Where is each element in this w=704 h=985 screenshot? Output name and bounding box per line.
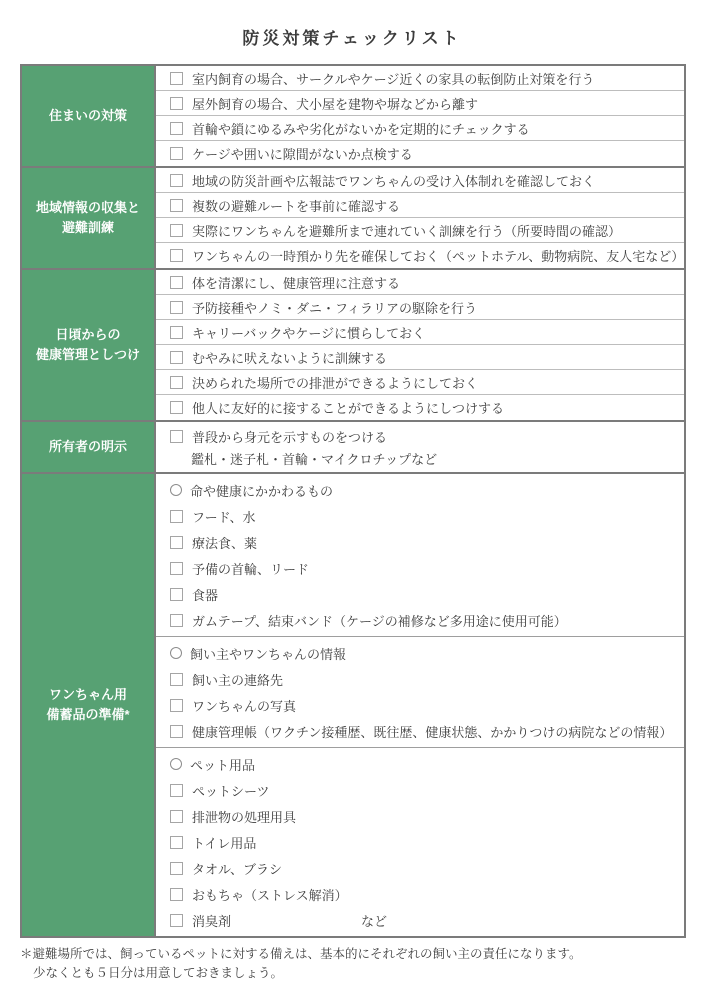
checklist-item-label: 消臭剤: [192, 913, 232, 929]
empty-checkbox-icon[interactable]: [170, 588, 183, 601]
checklist-item-row: [156, 422, 684, 472]
footnote-line-2: 少なくとも５日分は用意しておきましょう。: [33, 965, 284, 980]
checklist-item-label: 予防接種やノミ・ダニ・フィラリアの駆除を行う: [192, 300, 477, 316]
category-label: 所有者の明示: [48, 438, 127, 454]
checklist-item-row: [156, 829, 684, 855]
empty-checkbox-icon[interactable]: [170, 401, 183, 414]
empty-checkbox-icon[interactable]: [170, 862, 183, 875]
group-heading-row: [156, 640, 684, 666]
checklist-item-row: [156, 718, 684, 744]
checklist-item-row: [156, 295, 684, 320]
checklist-item-label: 地域の防災計画や広報誌でワンちゃんの受け入体制れを確認しておく: [192, 173, 596, 189]
empty-checkbox-icon[interactable]: [170, 562, 183, 575]
etc-label: など: [361, 913, 388, 929]
group-heading-label: ペット用品: [190, 757, 256, 773]
checklist-item-row: [156, 503, 684, 529]
empty-checkbox-icon[interactable]: [170, 836, 183, 849]
empty-checkbox-icon[interactable]: [170, 276, 183, 289]
empty-checkbox-icon[interactable]: [170, 351, 183, 364]
checklist-item-row: [156, 66, 684, 91]
checklist-item-row: [156, 320, 684, 345]
empty-checkbox-icon[interactable]: [170, 614, 183, 627]
empty-checkbox-icon[interactable]: [170, 301, 183, 314]
checklist-item-row: [156, 803, 684, 829]
checklist-item-row: [156, 218, 684, 243]
checklist-item-label: ペットシーツ: [192, 783, 270, 799]
checklist-item-label: 飼い主の連絡先: [192, 672, 284, 688]
footnote-line-1: ＊避難場所では、飼っているペットに対する備えは、基本的にそれぞれの飼い主の責任になります。: [20, 947, 582, 961]
checklist-item-label: ガムテープ、結束バンド（ケージの補修など多用途に使用可能）: [192, 613, 567, 629]
checklist-item-label: フード、水: [192, 509, 256, 525]
group-heading-row: [156, 751, 684, 777]
empty-checkbox-icon[interactable]: [170, 510, 183, 523]
checklist-item-row: [156, 395, 684, 420]
empty-checkbox-icon[interactable]: [170, 536, 183, 549]
checklist-item-row: [156, 666, 684, 692]
empty-checkbox-icon[interactable]: [170, 174, 183, 187]
checklist-item-row: [156, 116, 684, 141]
checklist-item-label: おもちゃ（ストレス解消）: [192, 887, 348, 903]
item-group: [156, 637, 684, 748]
checklist-item-row: [156, 193, 684, 218]
category-label: 日頃からの: [55, 326, 121, 342]
items-column: [156, 474, 684, 936]
group-heading-label: 命や健康にかかわるもの: [190, 483, 334, 499]
checklist-item-label: トイレ用品: [192, 835, 257, 851]
empty-checkbox-icon[interactable]: [170, 376, 183, 389]
checklist-item-line: [170, 427, 387, 446]
checklist-item-row: [156, 607, 684, 633]
checklist-item-label: ワンちゃんの一時預かり先を確保しておく（ペットホテル、動物病院、友人宅など）: [192, 249, 685, 264]
empty-checkbox-icon[interactable]: [170, 224, 183, 237]
empty-checkbox-icon[interactable]: [170, 914, 183, 927]
empty-checkbox-icon[interactable]: [170, 72, 183, 85]
checklist-item-row: [156, 91, 684, 116]
checklist-section: [22, 420, 684, 472]
group-heading-label: 飼い主やワンちゃんの情報: [190, 646, 347, 662]
checklist-item-row: [156, 907, 684, 933]
checklist-table: [20, 64, 686, 938]
checklist-item-label: 実際にワンちゃんを避難所まで連れていく訓練を行う（所要時間の確認）: [192, 223, 622, 239]
checklist-item-label: ワンちゃんの写真: [192, 698, 297, 714]
checklist-item-row: [156, 692, 684, 718]
checklist-item-row: [156, 581, 684, 607]
circle-marker-icon: [170, 484, 182, 496]
checklist-item-row: [156, 777, 684, 803]
checklist-item-row: [156, 345, 684, 370]
checklist-item-label: 予備の首輪、リード: [192, 561, 310, 577]
empty-checkbox-icon[interactable]: [170, 122, 183, 135]
checklist-section: [22, 166, 684, 268]
circle-marker-icon: [170, 647, 182, 659]
checklist-section: [22, 268, 684, 420]
items-column: [156, 270, 684, 420]
empty-checkbox-icon[interactable]: [170, 673, 183, 686]
checklist-item-label: タオル、ブラシ: [192, 861, 282, 877]
checklist-item-row: [156, 370, 684, 395]
items-column: [156, 66, 684, 166]
category-cell: [22, 422, 156, 472]
empty-checkbox-icon[interactable]: [170, 430, 183, 443]
checklist-item-label: ケージや囲いに隙間がないか点検する: [192, 147, 413, 162]
checklist-item-label: 他人に友好的に接することができるようにしつけする: [192, 401, 505, 416]
items-column: [156, 422, 684, 472]
category-cell: [22, 474, 156, 936]
checklist-item-label: 首輪や鎖にゆるみや劣化がないかを定期的にチェックする: [192, 121, 530, 137]
checklist-item-row: [156, 881, 684, 907]
circle-marker-icon: [170, 758, 182, 770]
checklist-item-row: [156, 243, 684, 268]
item-group: [156, 474, 684, 637]
checklist-section: [22, 66, 684, 166]
empty-checkbox-icon[interactable]: [170, 97, 183, 110]
checklist-item-label: 屋外飼育の場合、犬小屋を建物や塀などから離す: [192, 96, 479, 112]
checklist-item-row: [156, 555, 684, 581]
checklist-item-label: 普段から身元を示すものをつける: [192, 429, 388, 445]
empty-checkbox-icon[interactable]: [170, 784, 183, 797]
item-group: [156, 748, 684, 936]
checklist-section: [22, 472, 684, 936]
checklist-item-label: むやみに吠えないように訓練する: [192, 350, 388, 366]
empty-checkbox-icon[interactable]: [170, 699, 183, 712]
category-label: ワンちゃん用: [48, 686, 127, 702]
checklist-item-label: キャリーバックやケージに慣らしておく: [192, 325, 426, 341]
checklist-item-row: [156, 855, 684, 881]
category-cell: [22, 168, 156, 268]
empty-checkbox-icon[interactable]: [170, 810, 183, 823]
checklist-item-label: 体を清潔にし、健康管理に注意する: [192, 275, 401, 291]
checklist-item-label: 療法食、薬: [192, 535, 258, 551]
checklist-item-label: 排泄物の処理用具: [192, 809, 297, 825]
checklist-item-subline: 鑑札・迷子札・首輪・マイクロチップなど: [191, 451, 438, 467]
checklist-item-label: 室内飼育の場合、サークルやケージ近くの家具の転倒防止対策を行う: [192, 71, 595, 87]
checklist-item-row: [156, 270, 684, 295]
empty-checkbox-icon[interactable]: [170, 199, 183, 212]
category-label: 住まいの対策: [48, 107, 127, 123]
footnote: [20, 945, 704, 983]
checklist-item-row: [156, 141, 684, 166]
checklist-item-label: 健康管理帳（ワクチン接種歴、既往歴、健康状態、かかりつけの病院などの情報）: [192, 724, 673, 740]
category-cell: [22, 270, 156, 420]
checklist-item-label: 決められた場所での排泄ができるようにしておく: [192, 375, 479, 391]
category-label: 地域情報の収集と: [35, 199, 140, 215]
empty-checkbox-icon[interactable]: [170, 888, 183, 901]
checklist-item-label: 複数の避難ルートを事前に確認する: [192, 198, 401, 214]
checklist-item-row: [156, 529, 684, 555]
category-cell: [22, 66, 156, 166]
empty-checkbox-icon[interactable]: [170, 326, 183, 339]
checklist-item-row: [156, 168, 684, 193]
group-heading-row: [156, 477, 684, 503]
page-title: 防災対策チェックリスト: [242, 29, 462, 48]
items-column: [156, 168, 684, 268]
category-label: 健康管理としつけ: [35, 347, 140, 362]
category-label: 避難訓練: [61, 220, 114, 235]
category-label: 備蓄品の準備*: [46, 707, 130, 722]
checklist-item-label: 食器: [192, 587, 219, 603]
empty-checkbox-icon[interactable]: [170, 725, 183, 738]
empty-checkbox-icon[interactable]: [170, 147, 183, 160]
empty-checkbox-icon[interactable]: [170, 249, 183, 262]
